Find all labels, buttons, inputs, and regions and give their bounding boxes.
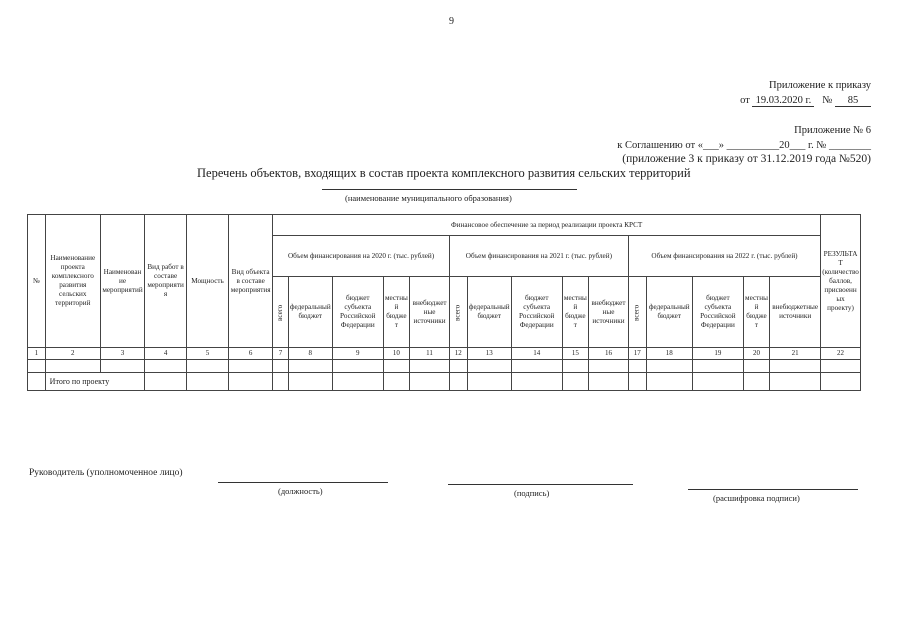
column-number: 7 [273, 348, 288, 360]
sub-federal-2022: федеральный бюджет [646, 277, 692, 348]
column-number: 1 [28, 348, 46, 360]
sub-local-2022: местный бюджет [743, 277, 770, 348]
year-2021-header: Объем финансирования на 2021 г. (тыс. рублей) [449, 236, 628, 277]
column-number-row [28, 348, 861, 360]
column-number: 6 [229, 348, 273, 360]
col-project-name-header: Наименование проекта комплексного развития сельских территорий [45, 215, 100, 348]
objects-table [27, 214, 861, 391]
column-number: 20 [743, 348, 770, 360]
column-number: 12 [449, 348, 467, 360]
order-date-line [740, 95, 871, 107]
position-line [218, 482, 388, 483]
agreement-line: к Соглашению от «___» __________20___ г. № ________ [617, 140, 871, 151]
sub-total-2020: всего [273, 277, 288, 348]
sub-federal-2020: федеральный бюджет [288, 277, 332, 348]
sub-extra-2022: внебюджетные источники [770, 277, 821, 348]
municipality-caption: (наименование муниципального образования) [345, 193, 512, 203]
order-number: 85 [835, 95, 871, 107]
column-number: 14 [511, 348, 562, 360]
appendix-6-label: Приложение № 6 [794, 125, 871, 136]
head-label: Руководитель (уполномоченное лицо) [29, 468, 183, 478]
sub-local-2020: местный бюджет [383, 277, 410, 348]
position-caption: (должность) [278, 486, 323, 496]
financing-header: Финансовое обеспечение за период реализации проекта КРСТ [273, 215, 821, 236]
year-2022-header: Объем финансирования на 2022 г. (тыс. рублей) [628, 236, 820, 277]
sub-federal-2021: федеральный бюджет [467, 277, 511, 348]
column-number: 19 [692, 348, 743, 360]
column-number: 5 [187, 348, 229, 360]
column-number: 9 [332, 348, 383, 360]
total-row-label: Итого по проекту [45, 373, 144, 391]
col-event-name-header: Наименование мероприятий [100, 215, 144, 348]
column-number: 2 [45, 348, 100, 360]
col-no-header: № [28, 215, 46, 348]
header-row-1 [28, 215, 861, 236]
signature-line [448, 484, 633, 485]
order-no-label: № [822, 95, 833, 106]
col-object-type-header: Вид объекта в составе мероприятия [229, 215, 273, 348]
column-number: 3 [100, 348, 144, 360]
appendix-order-label: Приложение к приказу [769, 80, 871, 91]
municipality-line [322, 189, 577, 190]
column-number: 18 [646, 348, 692, 360]
column-number: 22 [821, 348, 861, 360]
year-2020-header: Объем финансирования на 2020 г. (тыс. рублей) [273, 236, 450, 277]
signature-caption: (подпись) [514, 488, 550, 498]
col-capacity-header: Мощность [187, 215, 229, 348]
table-row [28, 360, 861, 373]
page-number: 9 [449, 16, 454, 27]
column-number: 4 [145, 348, 187, 360]
sub-total-2022: всего [628, 277, 646, 348]
total-row [28, 373, 861, 391]
order-from-label: от [740, 95, 750, 106]
sub-extra-2020: внебюджетные источники [410, 277, 450, 348]
column-number: 17 [628, 348, 646, 360]
column-number: 21 [770, 348, 821, 360]
column-number: 10 [383, 348, 410, 360]
appendix-3-note: (приложение 3 к приказу от 31.12.2019 года №520) [622, 153, 871, 165]
sub-local-2021: местный бюджет [562, 277, 589, 348]
col-result-header: РЕЗУЛЬТАТ (количество баллов, присвоенных проекту) [821, 215, 861, 348]
column-number: 8 [288, 348, 332, 360]
sub-regional-2020: бюджет субъекта Российской Федерации [332, 277, 383, 348]
decryption-caption: (расшифровка подписи) [713, 493, 800, 503]
sub-total-2021: всего [449, 277, 467, 348]
sub-regional-2022: бюджет субъекта Российской Федерации [692, 277, 743, 348]
document-title: Перечень объектов, входящих в состав проекта комплексного развития сельских территорий [197, 166, 691, 180]
order-date: 19.03.2020 г. [752, 95, 814, 107]
decryption-line [688, 489, 858, 490]
column-number: 11 [410, 348, 450, 360]
column-number: 15 [562, 348, 589, 360]
col-work-type-header: Вид работ в составе мероприятия [145, 215, 187, 348]
column-number: 13 [467, 348, 511, 360]
sub-extra-2021: внебюджетные источники [589, 277, 629, 348]
sub-regional-2021: бюджет субъекта Российской Федерации [511, 277, 562, 348]
column-number: 16 [589, 348, 629, 360]
